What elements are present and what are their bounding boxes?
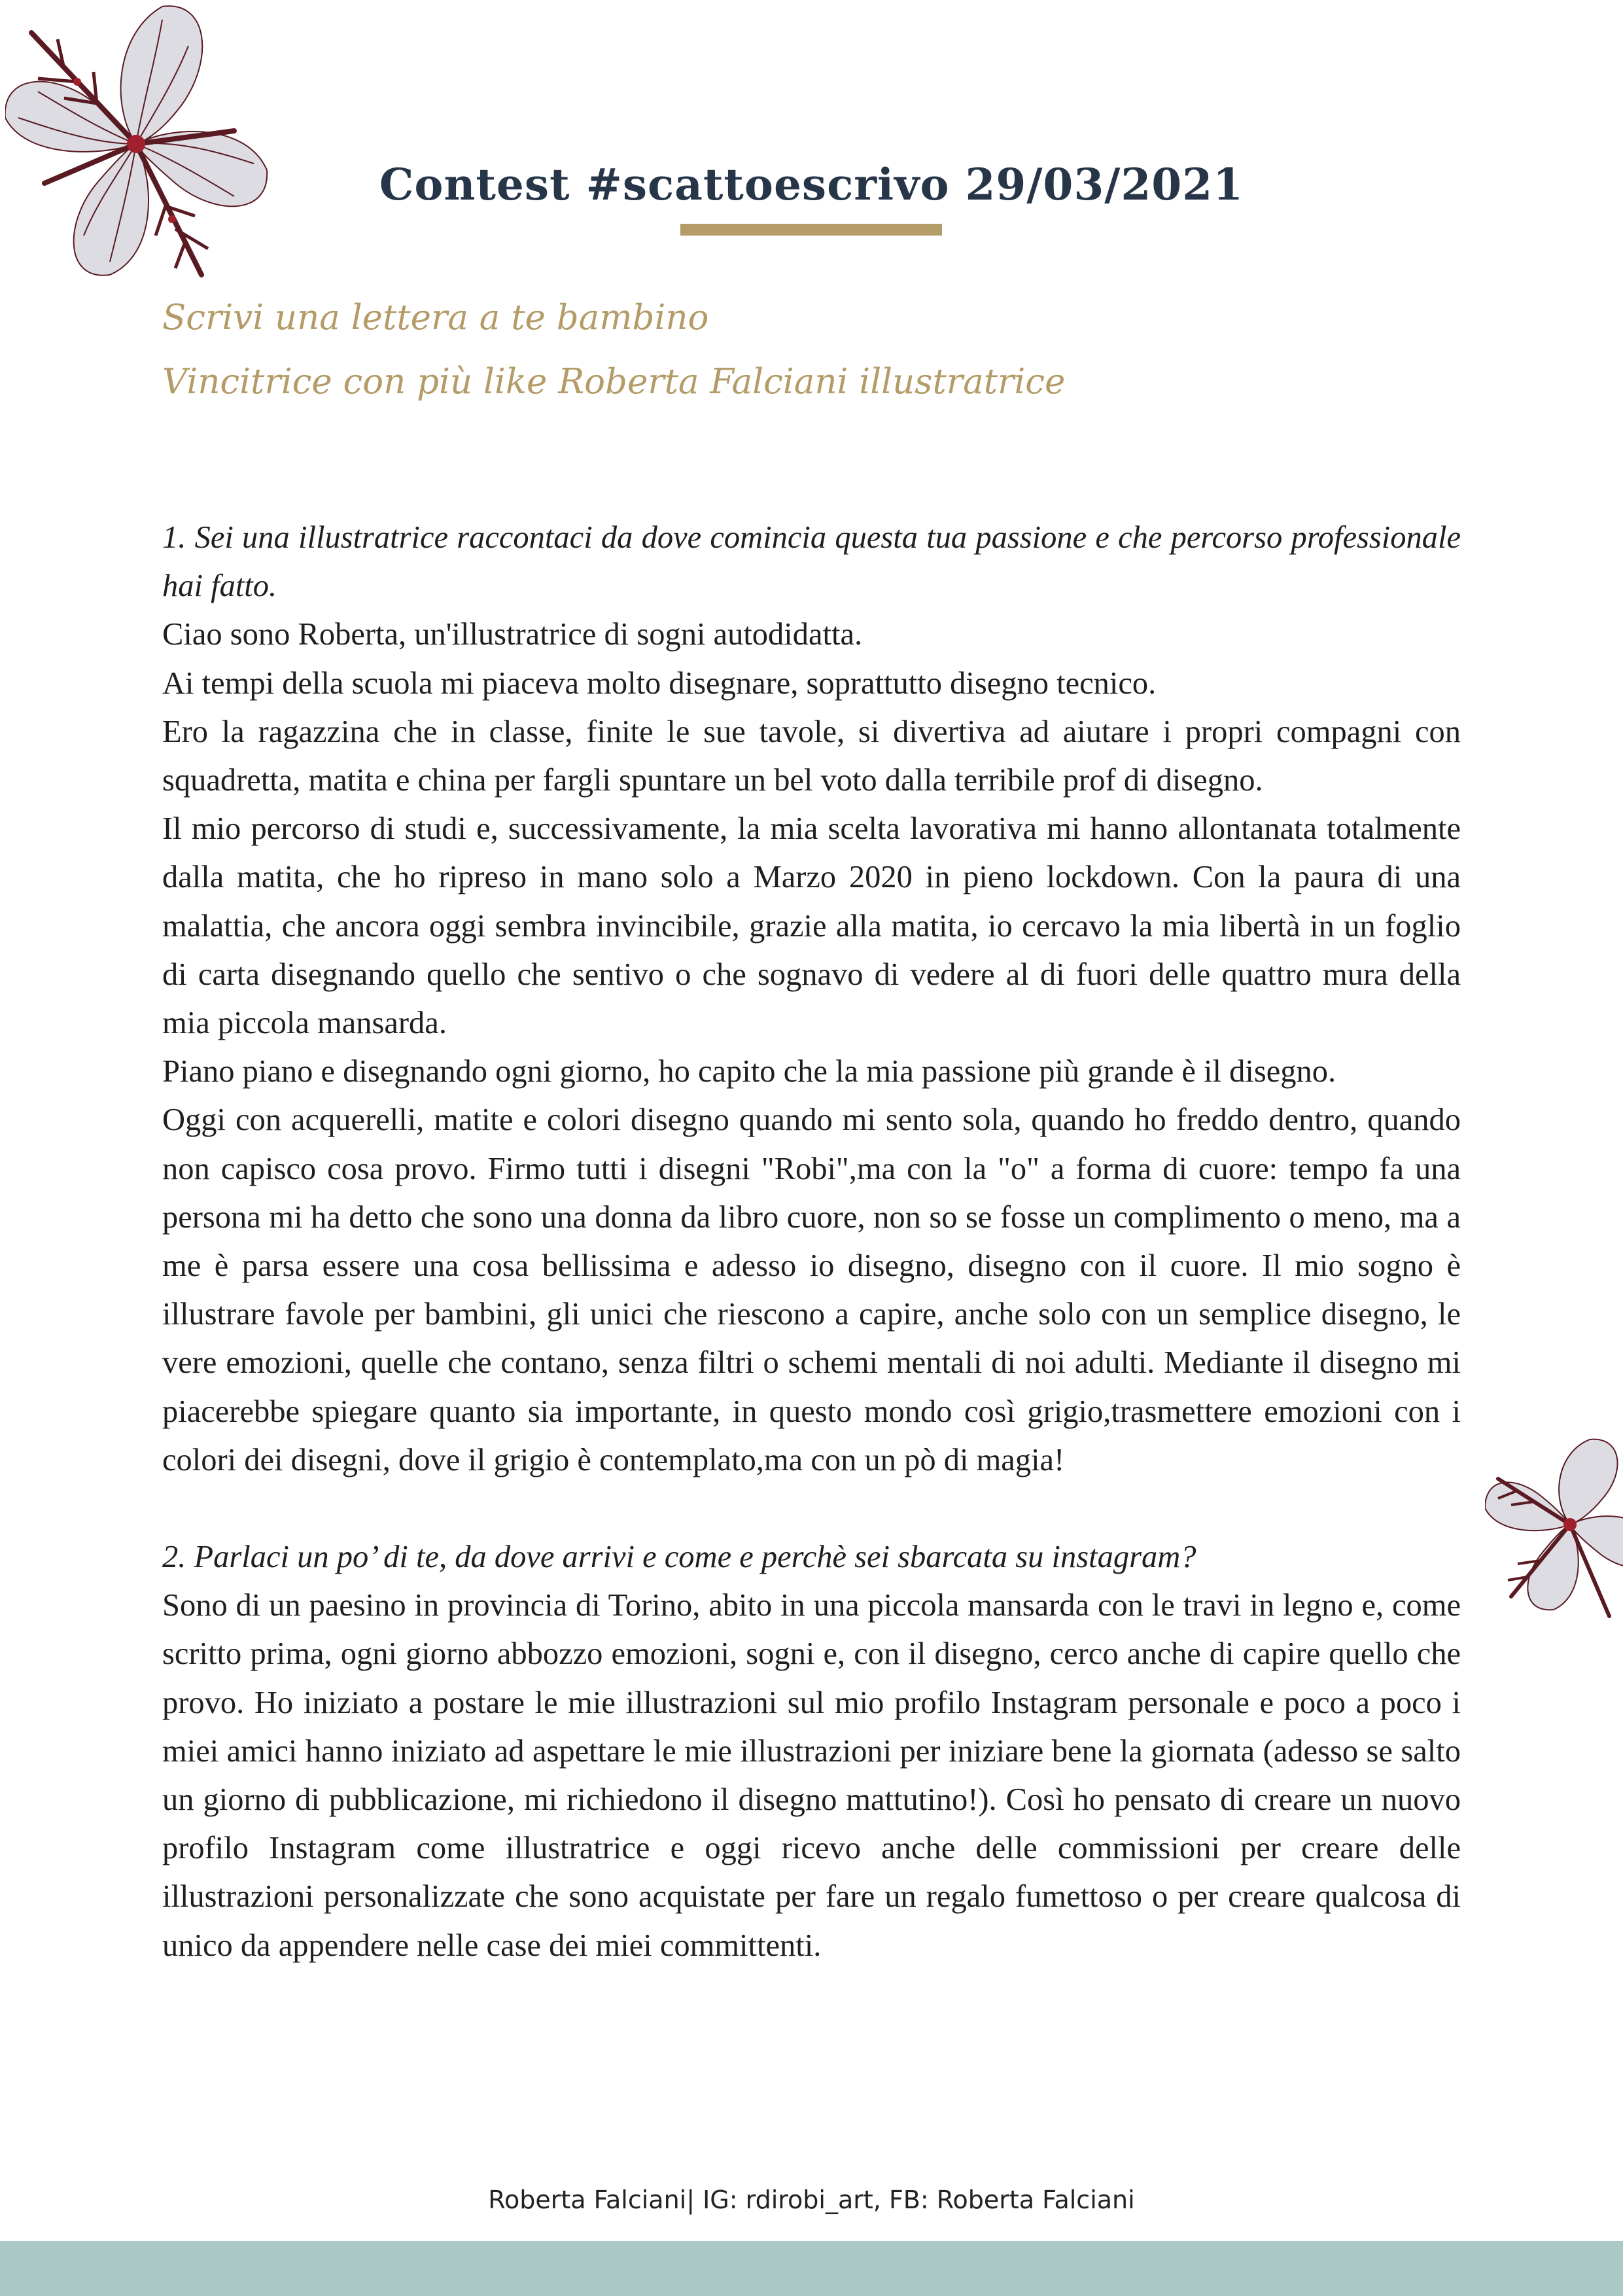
answer-1-paragraph: Ai tempi della scuola mi piaceva molto disegnare, soprattutto disegno tecnico. [162,665,1157,701]
subtitle-winner: Vincitrice con più like Roberta Falciani illustratrice [162,362,1066,402]
footer-credits: Roberta Falciani| IG: rdirobi_art, FB: Roberta Falciani [488,2185,1135,2214]
answer-1-paragraph: Ciao sono Roberta, un'illustratrice di sogni autodidatta. [162,617,863,652]
flower-icon [1485,1426,1623,1623]
answer-1-paragraph: Piano piano e disegnando ogni giorno, ho capito che la mia passione più grande è il disegno. [162,1054,1336,1089]
bottom-band [0,2241,1623,2296]
paragraph-gap [162,1485,1461,1533]
answer-1-paragraph: Ero la ragazzina che in classe, finite le sue tavole, si divertiva ad aiutare i propri compagni con squadretta, matita e china per fargli spuntare un bel voto dalla terribile prof di disegno. [162,714,1461,798]
title-underline [680,224,942,236]
question-1: 1. Sei una illustratrice raccontaci da dove comincia questa tua passione e che percorso professionale hai fatto. [162,520,1461,604]
subtitle-theme: Scrivi una lettera a te bambino [162,298,709,338]
answer-2-paragraph: Sono di un paesino in provincia di Torino, abito in una piccola mansarda con le travi in legno e, come scritto prima, ogni giorno abbozzo emozioni, sogni e, con il disegno, cerco anche di capire quello che provo. Ho iniziato a postare le mie illustrazioni sul mio profilo Instagram personale e poco a poco i miei amici hanno iniziato ad aspettare le mie illustrazioni per iniziare bene la giornata (adesso se salto un giorno di pubblicazione, mi richiedono il disegno mattutino!). Così ho pensato di creare un nuovo profilo Instagram come illustratrice e oggi ricevo anche delle commissioni per creare delle illustrazioni personalizzate che sono acquistate per fare un regalo fumettoso o per creare qualcosa di unico da appendere nelle case dei miei committenti. [162,1588,1461,1963]
answer-1-paragraph: Il mio percorso di studi e, successivamente, la mia scelta lavorativa mi hanno allontanata totalmente dalla matita, che ho ripreso in mano solo a Marzo 2020 in pieno lockdown. Con la paura di una malattia, che ancora oggi sembra invincibile, grazie alla matita, io cercavo la mia libertà in un foglio di carta disegnando quello che sentivo o che sognavo di vedere al di fuori delle quattro mura della mia piccola mansarda. [162,811,1461,1041]
interview-body [162,514,1461,1970]
question-2: 2. Parlaci un po’ di te, da dove arrivi e come e perchè sei sbarcata su instagram? [162,1540,1196,1575]
answer-1-paragraph: Oggi con acquerelli, matite e colori disegno quando mi sento sola, quando ho freddo dentro, quando non capisco cosa provo. Firmo tutti i disegni "Robi",ma con la "o" a forma di cuore: tempo fa una persona mi ha detto che sono una donna da libro cuore, non so se fosse un complimento o meno, ma a me è parsa essere una cosa bellissima e adesso io disegno, disegno con il cuore. Il mio sogno è illustrare favole per bambini, gli unici che riescono a capire, anche solo con un semplice disegno, le vere emozioni, quelle che contano, senza filtri o schemi mentali di noi adulti. Mediante il disegno mi piacerebbe spiegare quanto sia importante, in questo mondo così grigio,trasmettere emozioni con i colori dei disegni, dove il grigio è contemplato,ma con un pò di magia! [162,1103,1461,1477]
flower-icon [5,0,280,288]
page-title: Contest #scattoescrivo 29/03/2021 [379,159,1244,210]
